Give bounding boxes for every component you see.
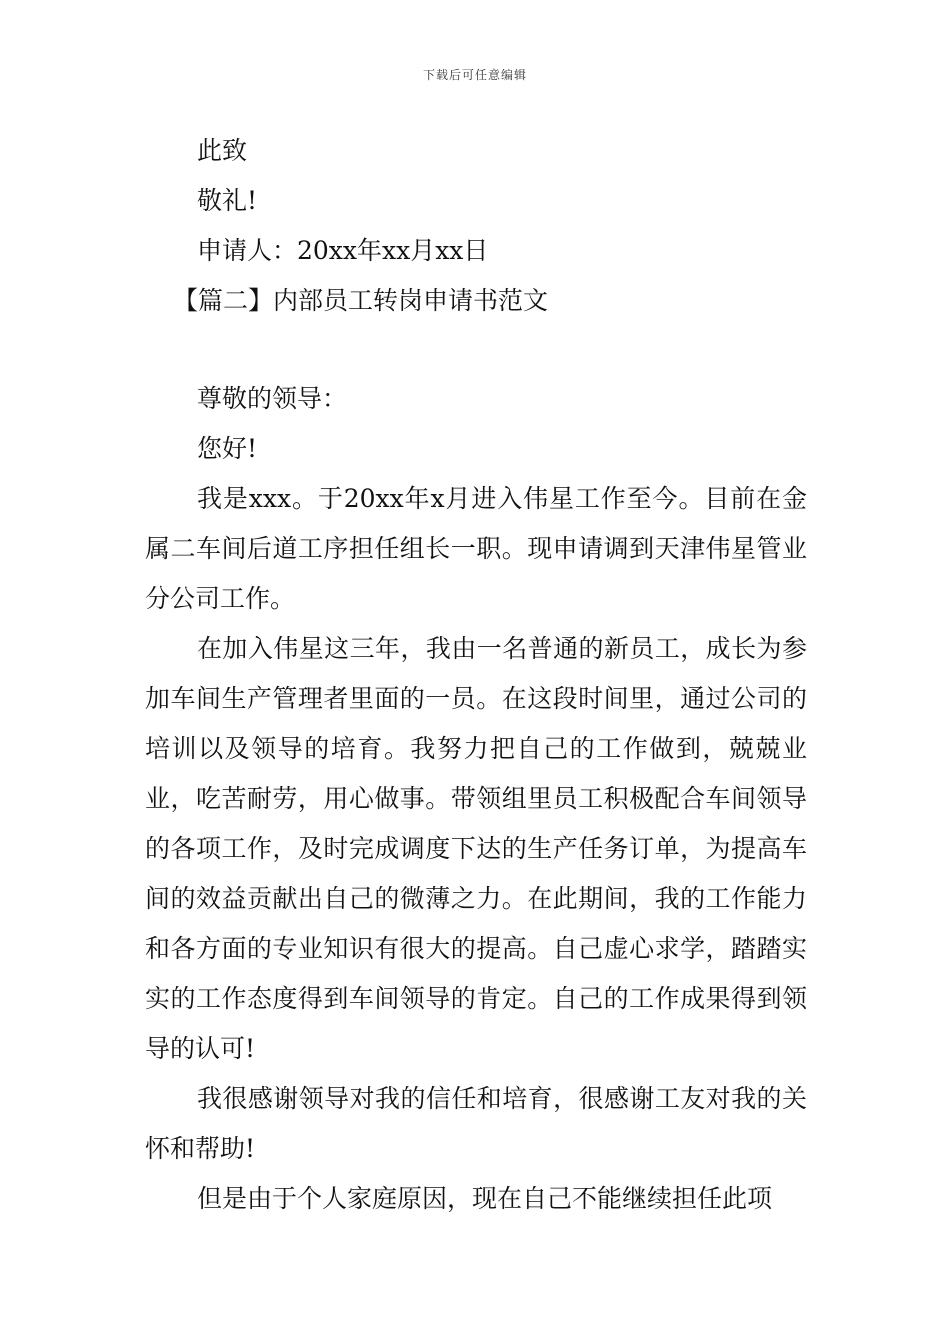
paragraph-reason: 但是由于个人家庭原因，现在自己不能继续担任此项 <box>197 1184 773 1213</box>
closing-jingli: 敬礼! <box>197 186 258 215</box>
paragraph-thanks: 我很感谢领导对我的信任和培育，很感谢工友对我的关怀和帮助! <box>145 1084 807 1163</box>
spacer <box>145 326 807 374</box>
closing-cizhi: 此致 <box>197 136 248 165</box>
section-title: 【篇二】内部员工转岗申请书范文 <box>173 286 549 315</box>
paragraph-experience: 在加入伟星这三年，我由一名普通的新员工，成长为参加车间生产管理者里面的一员。在这段时间里，通过公司的培训以及领导的培育。我努力把自己的工作做到，兢兢业业，吃苦耐劳，用心做事。带领组里员工积极配合车间领导的各项工作，及时完成调度下达的生产任务订单，为提高车间的效益贡献出自己的微薄之力。在此期间，我的工作能力和各方面的专业知识有很大的提高。自己虚心求学，踏踏实实的工作态度得到车间领导的肯定。自己的工作成果得到领导的认可! <box>145 634 807 1063</box>
salutation: 尊敬的领导： <box>197 384 348 413</box>
paragraph-intro: 我是xxx。于20xx年x月进入伟星工作至今。目前在金属二车间后道工序担任组长一职。现申请调到天津伟星管业分公司工作。 <box>145 484 807 613</box>
page-header: 下载后可任意编辑 <box>422 68 527 82</box>
greeting: 您好! <box>197 434 258 463</box>
document-body <box>145 126 807 1224</box>
applicant-date: 申请人：20xx年xx月xx日 <box>197 236 489 265</box>
